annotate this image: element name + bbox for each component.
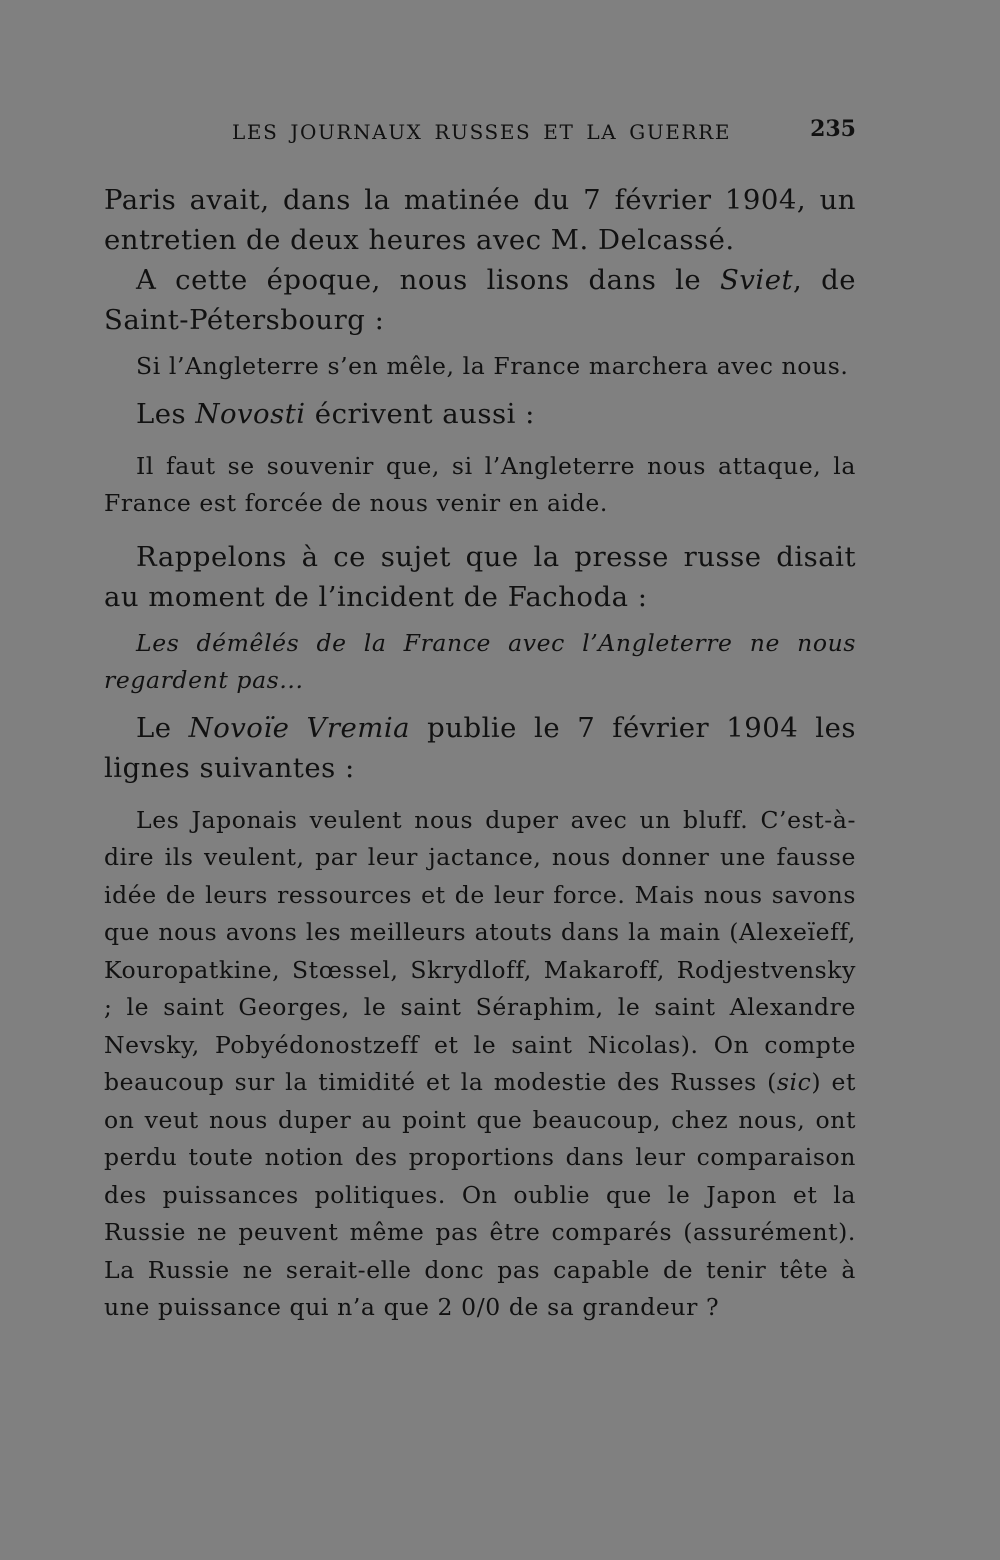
quote-fachoda: Les démêlés de la France avec l’Angleterre ne nous regardent pas... <box>104 628 856 694</box>
paragraph-fachoda: Rappelons à ce sujet que la presse russe disait au moment de l’incident de Fachoda : <box>104 540 856 613</box>
journal-name-sviet: Sviet <box>720 264 794 296</box>
paragraph-novoie-vremia-before: Le <box>136 711 189 744</box>
quote-novosti: Il faut se souvenir que, si l’Angleterre nous attaque, la France est forcée de nous venir en aide. <box>104 451 856 517</box>
text-body <box>104 180 856 1327</box>
quote-novoie-vremia-after: ) et on veut nous duper au point que beaucoup, chez nous, ont perdu toute notion des proportions dans leur comparaison des puissances politiques. On oublie que le Japon et la Russie ne peuvent même pas être comparés (assurément). La Russie ne serait-elle donc pas capable de tenir tête à une puissance qui n’a que 2 0/0 de sa grandeur ? <box>104 1068 856 1321</box>
paragraph-sviet-before: A cette époque, nous lisons dans le <box>136 264 721 296</box>
book-page <box>104 0 856 1560</box>
paragraph-sviet <box>104 260 856 340</box>
quote-sviet: Si l’Angleterre s’en mêle, la France marchera avec nous. <box>136 352 849 380</box>
paragraph-novosti-before: Les <box>136 397 196 430</box>
quote-novoie-vremia <box>104 802 856 1327</box>
journal-name-novoie-vremia: Novoïe Vremia <box>188 711 411 744</box>
sic-mark: sic <box>776 1068 812 1096</box>
journal-name-novosti: Novosti <box>195 397 306 430</box>
running-title: LES JOURNAUX RUSSES ET LA GUERRE <box>232 120 732 144</box>
paragraph-novoie-vremia-after: publie le 7 février 1904 les lignes suivantes : <box>104 711 856 784</box>
quote-novoie-vremia-before: Les Japonais veulent nous duper avec un bluff. C’est-à-dire ils veulent, par leur jactance, nous donner une fausse idée de leurs ressources et de leur force. Mais nous savons que nous avons les meilleurs atouts dans la main (Alexeïeff, Kouropatkine, Stœssel, Skrydloff, Makaroff, Rodjestvensky ; le saint Georges, le saint Séraphim, le saint Alexandre Nevsky, Pobyédonostzeff et le saint Nicolas). On compte beaucoup sur la timidité et la modestie des Russes ( <box>104 805 856 1096</box>
paragraph-novosti <box>104 394 856 434</box>
paragraph-novosti-after: écrivent aussi : <box>305 397 535 430</box>
paragraph-sviet-after: , de Saint-Pétersbourg : <box>104 264 856 336</box>
paragraph-continuation: Paris avait, dans la matinée du 7 février 1904, un entretien de deux heures avec M. Delcassé. <box>104 184 856 256</box>
page-number: 235 <box>810 116 856 142</box>
running-head <box>104 116 856 152</box>
paragraph-novoie-vremia <box>104 708 856 788</box>
